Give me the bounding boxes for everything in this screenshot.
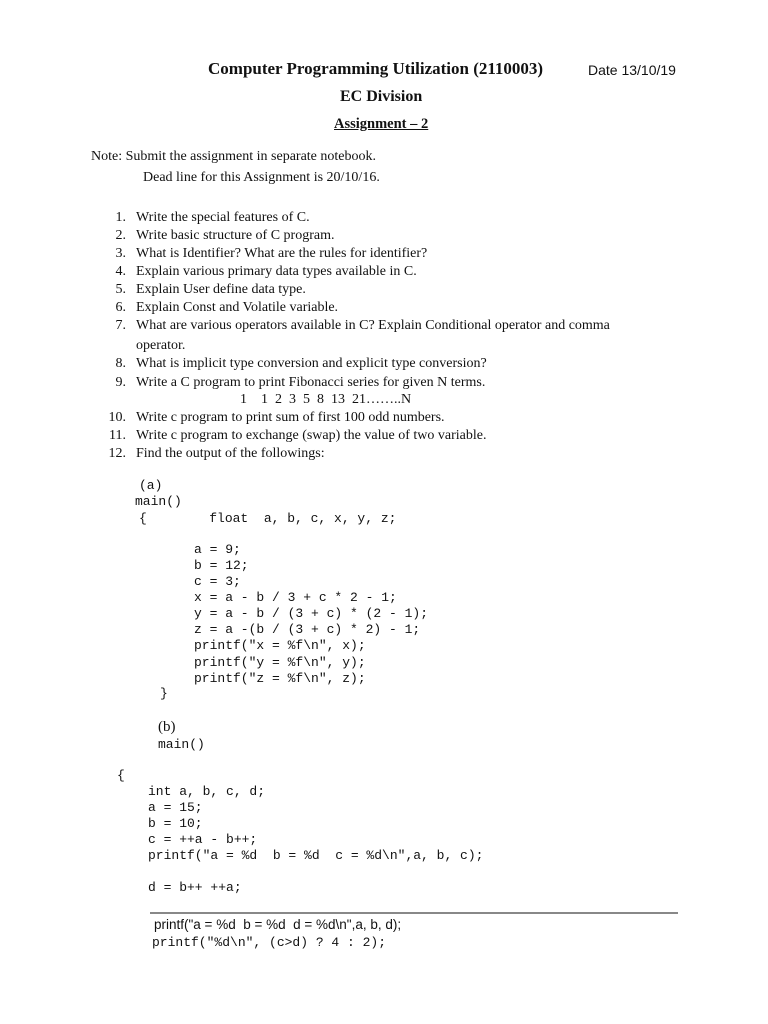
code-line: main() [135,494,182,509]
fibonacci-series: 1 1 2 3 5 8 13 21……..N [240,392,412,407]
question-number: 12. [108,446,126,461]
question-text: Explain Const and Volatile variable. [136,300,339,315]
division-title: EC Division [340,88,423,105]
question-text: What is Identifier? What are the rules for identifier? [136,246,428,261]
question-number: 5. [115,282,126,297]
code-line: z = a -(b / (3 + c) * 2) - 1; [194,622,421,637]
code-line: printf("x = %f\n", x); [194,638,366,653]
code-label: (a) [139,478,163,493]
code-line: c = ++a - b++; [148,832,258,847]
date-text: Date 13/10/19 [588,62,676,78]
deadline-line: Dead line for this Assignment is 20/10/16. [143,170,380,185]
question-text: Explain User define data type. [136,282,306,297]
code-line: main() [158,737,205,752]
question-text: What are various operators available in C? Explain Conditional operator and comma [136,318,610,333]
note-line: Note: Submit the assignment in separate notebook. [91,149,377,164]
assignment-title: Assignment – 2 [334,116,429,132]
question-number: 4. [115,264,126,279]
question-number: 2. [115,228,126,243]
divider-line [150,912,678,914]
question-number: 3. [115,246,126,261]
question-text: Write c program to print sum of first 100 odd numbers. [136,410,445,425]
code-line: d = b++ ++a; [148,880,242,895]
question-text: Find the output of the followings: [136,446,325,461]
code-line: b = 12; [194,558,249,573]
code-line: c = 3; [194,574,241,589]
code-line: { [117,768,125,783]
code-label: (b) [158,719,176,735]
question-text: Write the special features of C. [136,210,310,225]
question-number: 10. [108,410,126,425]
code-line: { float a, b, c, x, y, z; [139,511,397,526]
question-number: 1. [115,210,126,225]
course-title: Computer Programming Utilization (2110003) [208,59,544,78]
question-number: 6. [115,300,126,315]
code-line: printf("y = %f\n", y); [194,655,366,670]
question-number: 11. [109,428,126,443]
question-number: 7. [115,318,126,333]
code-line: printf("a = %d b = %d d = %d\n",a, b, d); [154,917,402,932]
code-line: a = 9; [194,542,241,557]
code-line: printf("%d\n", (c>d) ? 4 : 2); [152,935,387,950]
question-text: Write a C program to print Fibonacci series for given N terms. [136,375,486,390]
question-continuation: operator. [136,338,186,353]
code-line: b = 10; [148,816,203,831]
question-text: Write c program to exchange (swap) the value of two variable. [136,428,487,443]
question-text: Explain various primary data types available in C. [136,264,417,279]
code-line: x = a - b / 3 + c * 2 - 1; [194,590,397,605]
question-text: Write basic structure of C program. [136,228,335,243]
question-text: What is implicit type conversion and explicit type conversion? [136,356,487,371]
code-line: printf("z = %f\n", z); [194,671,366,686]
code-line: printf("a = %d b = %d c = %d\n",a, b, c); [148,848,484,863]
code-line: a = 15; [148,800,203,815]
question-number: 9. [115,375,126,390]
question-number: 8. [115,356,126,371]
code-line: } [160,686,168,701]
code-line: int a, b, c, d; [148,784,266,799]
code-line: y = a - b / (3 + c) * (2 - 1); [194,606,429,621]
